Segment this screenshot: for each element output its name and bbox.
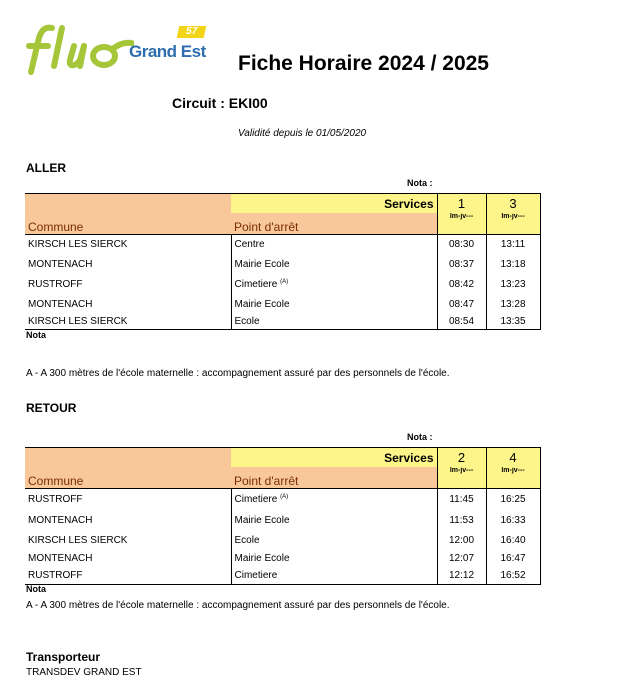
time-cell: 13:28 [486,295,540,314]
grand-est-logo-text: Grand Est [129,42,206,61]
time-cell: 08:30 [437,235,486,255]
service-days: lm-jv--- [437,467,486,489]
table-row [25,510,540,532]
service-number: 4 [486,448,540,468]
stop-cell [231,489,437,510]
time-cell: 08:54 [437,314,486,330]
time-cell: 16:47 [486,549,540,568]
aller-footnote: A - A 300 mètres de l'école maternelle : accompagnement assuré par des personnels de l'école. [26,368,450,379]
stop-cell: Cimetiere [231,568,437,585]
commune-header: Commune [25,467,231,489]
commune-cell: KIRSCH LES SIERCK [28,534,128,546]
time-cell: 13:35 [486,314,540,330]
commune-header: Commune [25,213,231,235]
circuit-label: Circuit : EKI00 [172,95,268,111]
commune-cell: KIRSCH LES SIERCK [25,314,231,330]
service-days: lm-jv--- [437,213,486,235]
department-badge: 57 [177,26,207,38]
stop-header: Point d'arrêt [231,213,437,235]
commune-cell: RUSTROFF [25,568,231,585]
time-cell: 12:07 [437,549,486,568]
services-label: Services [231,448,437,468]
time-cell: 16:25 [486,489,540,510]
time-cell: 11:53 [437,510,486,532]
retour-nota-label: Nota : [407,432,433,442]
time-cell: 16:40 [486,532,540,549]
stop-cell: Mairie Ecole [231,295,437,314]
retour-nota: Nota [26,584,46,594]
time-cell: 16:33 [486,510,540,532]
stop-name: Cimetiere [234,278,278,290]
commune-cell: RUSTROFF [28,278,83,290]
stop-note: (A) [280,493,289,500]
stop-cell: Mairie Ecole [231,549,437,568]
time-cell: 08:42 [437,274,486,295]
commune-cell: MONTENACH [28,298,93,310]
time-cell: 08:37 [437,255,486,274]
commune-cell: MONTENACH [28,552,93,564]
time-cell: 12:00 [437,532,486,549]
time-cell: 16:52 [486,568,540,585]
table-row [25,235,540,255]
validity-text: Validité depuis le 01/05/2020 [238,128,367,139]
time-cell: 08:47 [437,295,486,314]
time-cell: 12:12 [437,568,486,585]
transporteur-label: Transporteur [26,650,101,664]
services-label: Services [231,194,437,214]
service-days: lm-jv--- [486,467,540,489]
table-row [25,314,540,330]
table-row [25,489,540,510]
transporteur-name: TRANSDEV GRAND EST [26,667,142,678]
stop-note: (A) [280,278,289,285]
time-cell: 13:23 [486,274,540,295]
aller-nota-label: Nota : [407,178,433,188]
time-cell: 11:45 [437,489,486,510]
stop-cell: Centre [231,235,437,255]
table-row [25,549,540,568]
stop-name: Cimetiere [234,493,278,505]
service-days: lm-jv--- [486,213,540,235]
commune-cell: RUSTROFF [28,493,83,505]
table-row [25,274,540,295]
service-number: 3 [486,194,540,214]
table-row [25,295,540,314]
commune-cell: MONTENACH [28,258,93,270]
retour-timetable [25,447,541,585]
time-cell: 13:18 [486,255,540,274]
stop-cell: Ecole [231,314,437,330]
stop-cell: Mairie Ecole [231,510,437,532]
table-row [25,568,540,585]
service-number: 1 [437,194,486,214]
retour-footnote: A - A 300 mètres de l'école maternelle : accompagnement assuré par des personnels de l'école. [26,600,450,611]
stop-cell [231,274,437,295]
table-row [25,532,540,549]
table-row [25,255,540,274]
service-number: 2 [437,448,486,468]
aller-nota: Nota [26,330,46,340]
fluo-logo [22,22,134,78]
page-title: Fiche Horaire 2024 / 2025 [238,52,489,75]
stop-header: Point d'arrêt [231,467,437,489]
section-retour-title: RETOUR [26,401,77,415]
section-aller-title: ALLER [26,161,66,175]
stop-cell: Ecole [231,532,437,549]
commune-cell: KIRSCH LES SIERCK [28,239,128,251]
stop-cell: Mairie Ecole [231,255,437,274]
commune-cell: MONTENACH [28,515,93,526]
aller-timetable [25,193,541,330]
time-cell: 13:11 [486,235,540,255]
